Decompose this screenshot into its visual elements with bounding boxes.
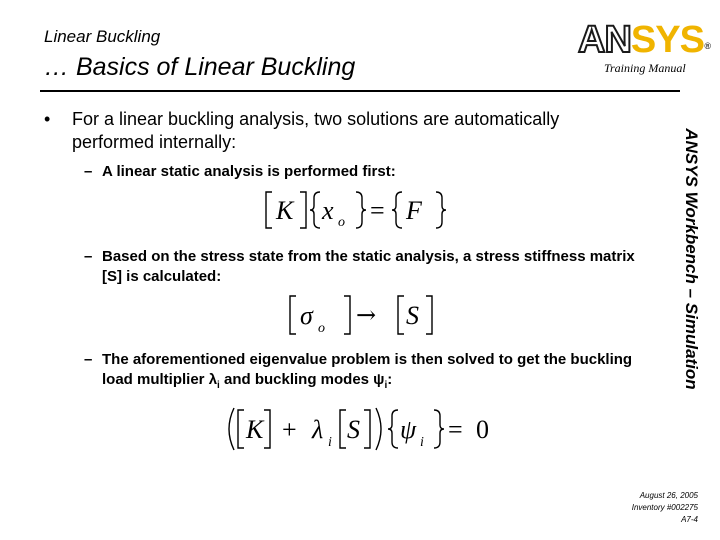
sub-item-text-before: The aforementioned eigenvalue problem is then solved to get the buckling load multiplier: [102, 351, 633, 388]
eq3-S: S: [347, 415, 360, 444]
registered-mark: ®: [704, 41, 710, 51]
eq3-plus: +: [282, 415, 297, 444]
psi-symbol: ψ: [373, 371, 385, 388]
eq3-lambda: λ: [312, 415, 324, 444]
sub-item-text-after: :: [387, 371, 393, 388]
eq1-x: x: [322, 196, 334, 225]
footer-page-number: A7-4: [681, 515, 698, 524]
lambda-subscript: i: [217, 380, 220, 391]
page-title: … Basics of Linear Buckling: [44, 53, 356, 81]
bullet-text: For a linear buckling analysis, two solutions are automatically performed internally:: [72, 109, 560, 152]
eq2-arrow: →: [356, 301, 377, 329]
eq2-sigma: σ: [300, 301, 313, 330]
eq1-K: K: [276, 196, 294, 225]
ansys-logo: [578, 18, 710, 62]
training-manual-label: Training Manual: [604, 61, 686, 75]
sub-item-text: [102, 350, 647, 396]
sub-item-text: Based on the stress state from the static analysis, a stress stiffness matrix [S] is calculated:: [102, 248, 635, 285]
footer-inventory: Inventory #002275: [631, 503, 698, 512]
equation-eigenvalue: [222, 404, 512, 454]
sub-item-text-mid: and buckling modes: [219, 371, 374, 388]
side-banner: [678, 98, 704, 420]
eq1-F: F: [406, 196, 422, 225]
eq3-zero: 0: [476, 415, 489, 444]
equation-static: [256, 188, 466, 232]
footer-date: August 26, 2005: [639, 491, 698, 500]
sub-dash: –: [84, 248, 93, 265]
header-divider: [40, 90, 680, 92]
eq3-psi-sub: i: [420, 435, 424, 450]
eq3-K: K: [246, 415, 264, 444]
logo-sys: SYS: [630, 19, 704, 61]
footer: [632, 490, 698, 526]
section-title: Linear Buckling: [44, 27, 161, 46]
eq3-equals: =: [448, 415, 463, 444]
equation-stress: [284, 292, 454, 338]
sub-dash: –: [84, 163, 93, 180]
eq1-equals: =: [370, 196, 385, 225]
psi-subscript: i: [384, 380, 388, 391]
logo-an: AN: [578, 19, 631, 61]
sub-dash: –: [84, 351, 93, 368]
lambda-symbol: λ: [208, 371, 218, 388]
eq1-x-sub: o: [338, 215, 345, 230]
eq3-lambda-sub: i: [328, 435, 332, 450]
sub-item-text: A linear static analysis is performed first:: [102, 163, 396, 180]
bullet-marker: •: [44, 109, 51, 129]
side-banner-text: ANSYS Workbench – Simulation: [682, 128, 701, 390]
eq2-sigma-sub: o: [318, 321, 325, 336]
eq2-S: S: [406, 301, 419, 330]
eq3-psi: ψ: [400, 415, 417, 444]
